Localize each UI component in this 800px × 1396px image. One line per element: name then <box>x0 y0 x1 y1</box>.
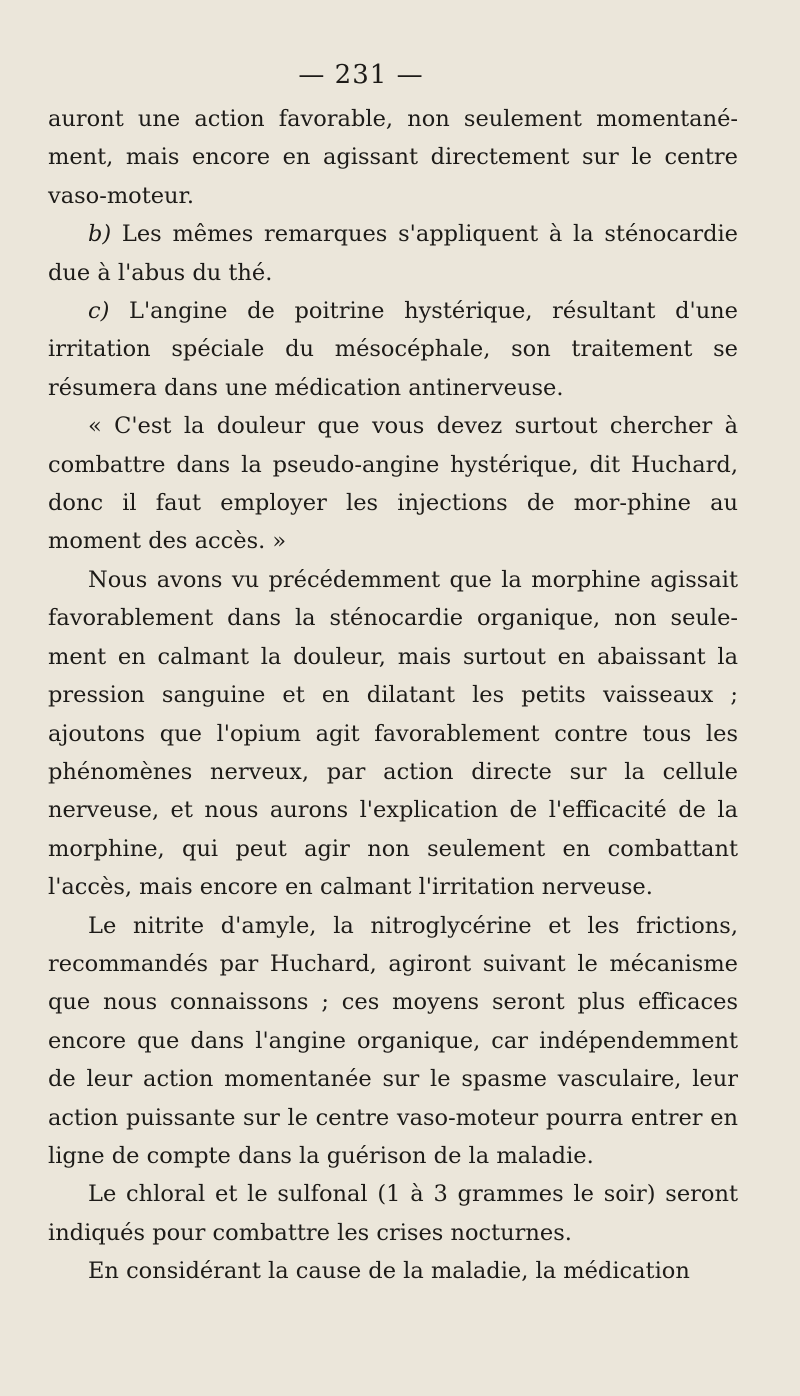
paragraph-b <box>48 215 738 292</box>
paragraph-c <box>48 292 738 407</box>
paragraph-text: auront une action favorable, non seulement momentané-ment, mais encore en agissant directement sur le centre vaso-moteur. <box>48 106 738 209</box>
paragraph-text: « C'est la douleur que vous devez surtout chercher à combattre dans la pseudo-angine hystérique, dit Huchard, donc il faut employer les injections de mor-phine au moment des accès. » <box>48 413 738 555</box>
paragraph-quote <box>48 407 738 561</box>
list-letter: b) <box>88 221 112 248</box>
paragraph-text: Le chloral et le sulfonal (1 à 3 grammes le soir) seront indiqués pour combattre les crises nocturnes. <box>48 1181 738 1246</box>
paragraph-text: Les mêmes remarques s'appliquent à la sténocardie due à l'abus du thé. <box>48 221 738 286</box>
body-text <box>48 100 738 1291</box>
paragraph-cause <box>48 1252 738 1290</box>
list-letter: c) <box>88 298 110 325</box>
paragraph-chloral <box>48 1175 738 1252</box>
page-number: — 231 — <box>298 60 424 90</box>
paragraph-continuation <box>48 100 738 215</box>
paragraph-nitrite <box>48 907 738 1176</box>
paragraph-text: L'angine de poitrine hystérique, résultant d'une irritation spéciale du mésocéphale, son traitement se résumera dans une médication antinerveuse. <box>48 298 738 401</box>
paragraph-text: En considérant la cause de la maladie, la médication <box>88 1258 690 1285</box>
paragraph-text: Le nitrite d'amyle, la nitroglycérine et les frictions, recommandés par Huchard, agiront suivant le mécanisme que nous connaissons ; ces moyens seront plus efficaces encore que dans l'angine organique, car indépendemment de leur action momentanée sur le spasme vasculaire, leur action puissante sur le centre vaso-moteur pourra entrer en ligne de compte dans la guérison de la maladie. <box>48 912 738 1169</box>
paragraph-text: Nous avons vu précédemment que la morphine agissait favorablement dans la sténocardie organique, non seule-ment en calmant la douleur, mais surtout en abaissant la pression sanguine et en dilatant les petits vaisseaux ; ajoutons que l'opium agit favorablement contre tous les phénomènes nerveux, par action directe sur la cellule nerveuse, et nous aurons l'explication de l'efficacité de la morphine, qui peut agir non seulement en combattant l'accès, mais encore en calmant l'irritation nerveuse. <box>48 566 738 901</box>
paragraph-morphine <box>48 561 738 907</box>
